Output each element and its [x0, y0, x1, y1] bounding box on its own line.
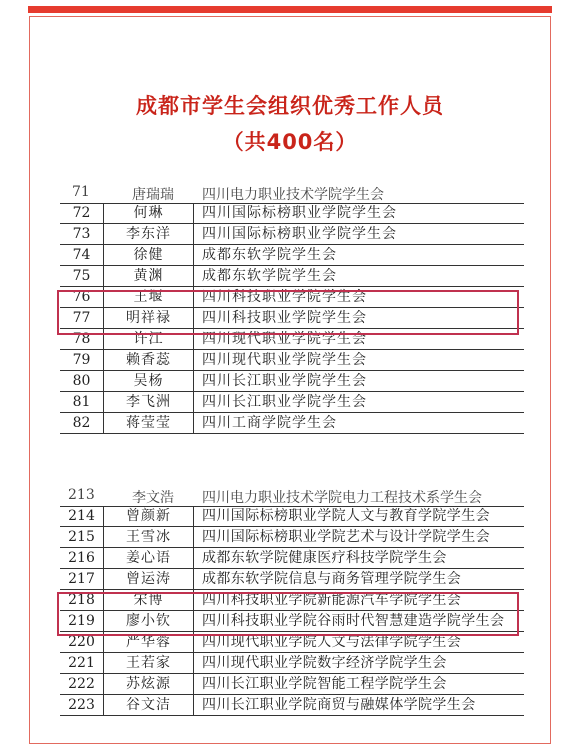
row-organization: 四川现代职业学院学生会 [202, 352, 367, 368]
row-number: 78 [72, 331, 91, 347]
row-name: 曾运涛 [126, 571, 171, 587]
table-row [60, 266, 524, 287]
row-number: 75 [72, 268, 91, 284]
row-name: 谷文洁 [126, 697, 171, 713]
row-organization: 四川科技职业学院学生会 [202, 289, 367, 305]
row-name: 曾颜新 [126, 508, 171, 524]
row-number: 81 [72, 394, 91, 410]
row-organization: 四川现代职业学院数字经济学院学生会 [202, 655, 447, 671]
table-row [60, 392, 524, 413]
row-number: 82 [72, 415, 91, 431]
row-name: 吴杨 [133, 373, 164, 389]
highlight-box-top [57, 290, 519, 335]
table-row [60, 695, 524, 716]
row-number: 72 [72, 205, 91, 221]
cut-row-no: 71 [72, 184, 90, 200]
top-accent-bar [28, 6, 552, 13]
row-name: 严华蓉 [126, 634, 171, 650]
row-name: 许江 [133, 331, 164, 347]
row-name: 苏炫源 [126, 676, 171, 692]
cut-row-org: 四川电力职业技术学院电力工程技术系学生会 [202, 490, 482, 506]
row-name: 王堰 [133, 289, 164, 305]
cut-row-name: 李文浩 [132, 490, 174, 506]
row-number: 217 [68, 571, 95, 587]
row-name: 姜心语 [126, 550, 171, 566]
table-row [60, 245, 524, 266]
row-organization: 四川国际标榜职业学院学生会 [202, 205, 397, 221]
table-row [60, 224, 524, 245]
row-organization: 四川科技职业学院谷雨时代智慧建造学院学生会 [202, 613, 505, 629]
row-organization: 四川长江职业学院学生会 [202, 373, 367, 389]
row-number: 221 [68, 655, 95, 671]
row-name: 李东洋 [126, 226, 171, 242]
row-name: 廖小钦 [126, 613, 171, 629]
row-number: 74 [72, 247, 91, 263]
row-number: 215 [68, 529, 95, 545]
table-row [60, 653, 524, 674]
row-organization: 成都东软学院学生会 [202, 247, 337, 263]
page-subtitle: （共400名） [222, 130, 358, 154]
row-name: 何琳 [133, 205, 164, 221]
row-organization: 四川国际标榜职业学院学生会 [202, 226, 397, 242]
row-number: 80 [72, 373, 91, 389]
row-number: 214 [68, 508, 95, 524]
highlight-box-bottom [57, 592, 519, 636]
row-number: 216 [68, 550, 95, 566]
row-organization: 四川国际标榜职业学院人文与教育学院学生会 [202, 508, 490, 524]
row-name: 蒋莹莹 [126, 415, 171, 431]
table-row [60, 371, 524, 392]
table-row [60, 674, 524, 695]
table-row [60, 527, 524, 548]
row-number: 79 [72, 352, 91, 368]
row-organization: 四川长江职业学院智能工程学院学生会 [202, 676, 447, 692]
row-organization: 四川工商学院学生会 [202, 415, 337, 431]
table-row [60, 548, 524, 569]
row-organization: 四川科技职业学院新能源汽车学院学生会 [202, 592, 462, 608]
row-organization: 四川国际标榜职业学院艺术与设计学院学生会 [202, 529, 490, 545]
row-name: 王若家 [126, 655, 171, 671]
row-name: 李飞洲 [126, 394, 171, 410]
row-organization: 四川现代职业学院人文与法律学院学生会 [202, 634, 462, 650]
row-name: 王雪冰 [126, 529, 171, 545]
cut-row-org: 四川电力职业技术学院学生会 [202, 187, 384, 203]
table-row [60, 413, 524, 434]
row-organization: 四川科技职业学院学生会 [202, 310, 367, 326]
row-name: 明祥禄 [126, 310, 171, 326]
row-number: 77 [72, 310, 91, 326]
row-organization: 四川长江职业学院商贸与融媒体学院学生会 [202, 697, 476, 713]
cut-row-name: 唐瑞瑞 [132, 187, 174, 203]
table-row [60, 350, 524, 371]
row-number: 76 [72, 289, 91, 305]
row-number: 219 [68, 613, 95, 629]
table-row [60, 203, 524, 224]
row-organization: 成都东软学院信息与商务管理学院学生会 [202, 571, 462, 587]
row-name: 赖香蕊 [126, 352, 171, 368]
row-name: 黄渊 [133, 268, 164, 284]
row-name: 宋博 [133, 592, 164, 608]
row-organization: 成都东软学院健康医疗科技学院学生会 [202, 550, 447, 566]
row-number: 220 [68, 634, 95, 650]
row-number: 223 [68, 697, 95, 713]
row-name: 徐健 [133, 247, 164, 263]
row-number: 73 [72, 226, 91, 242]
row-organization: 四川现代职业学院学生会 [202, 331, 367, 347]
row-number: 218 [68, 592, 95, 608]
row-organization: 四川长江职业学院学生会 [202, 394, 367, 410]
cut-row-no: 213 [68, 487, 95, 503]
page-title: 成都市学生会组织优秀工作人员 [136, 94, 444, 118]
table-row [60, 569, 524, 590]
row-number: 222 [68, 676, 95, 692]
row-organization: 成都东软学院学生会 [202, 268, 337, 284]
table-row [60, 506, 524, 527]
